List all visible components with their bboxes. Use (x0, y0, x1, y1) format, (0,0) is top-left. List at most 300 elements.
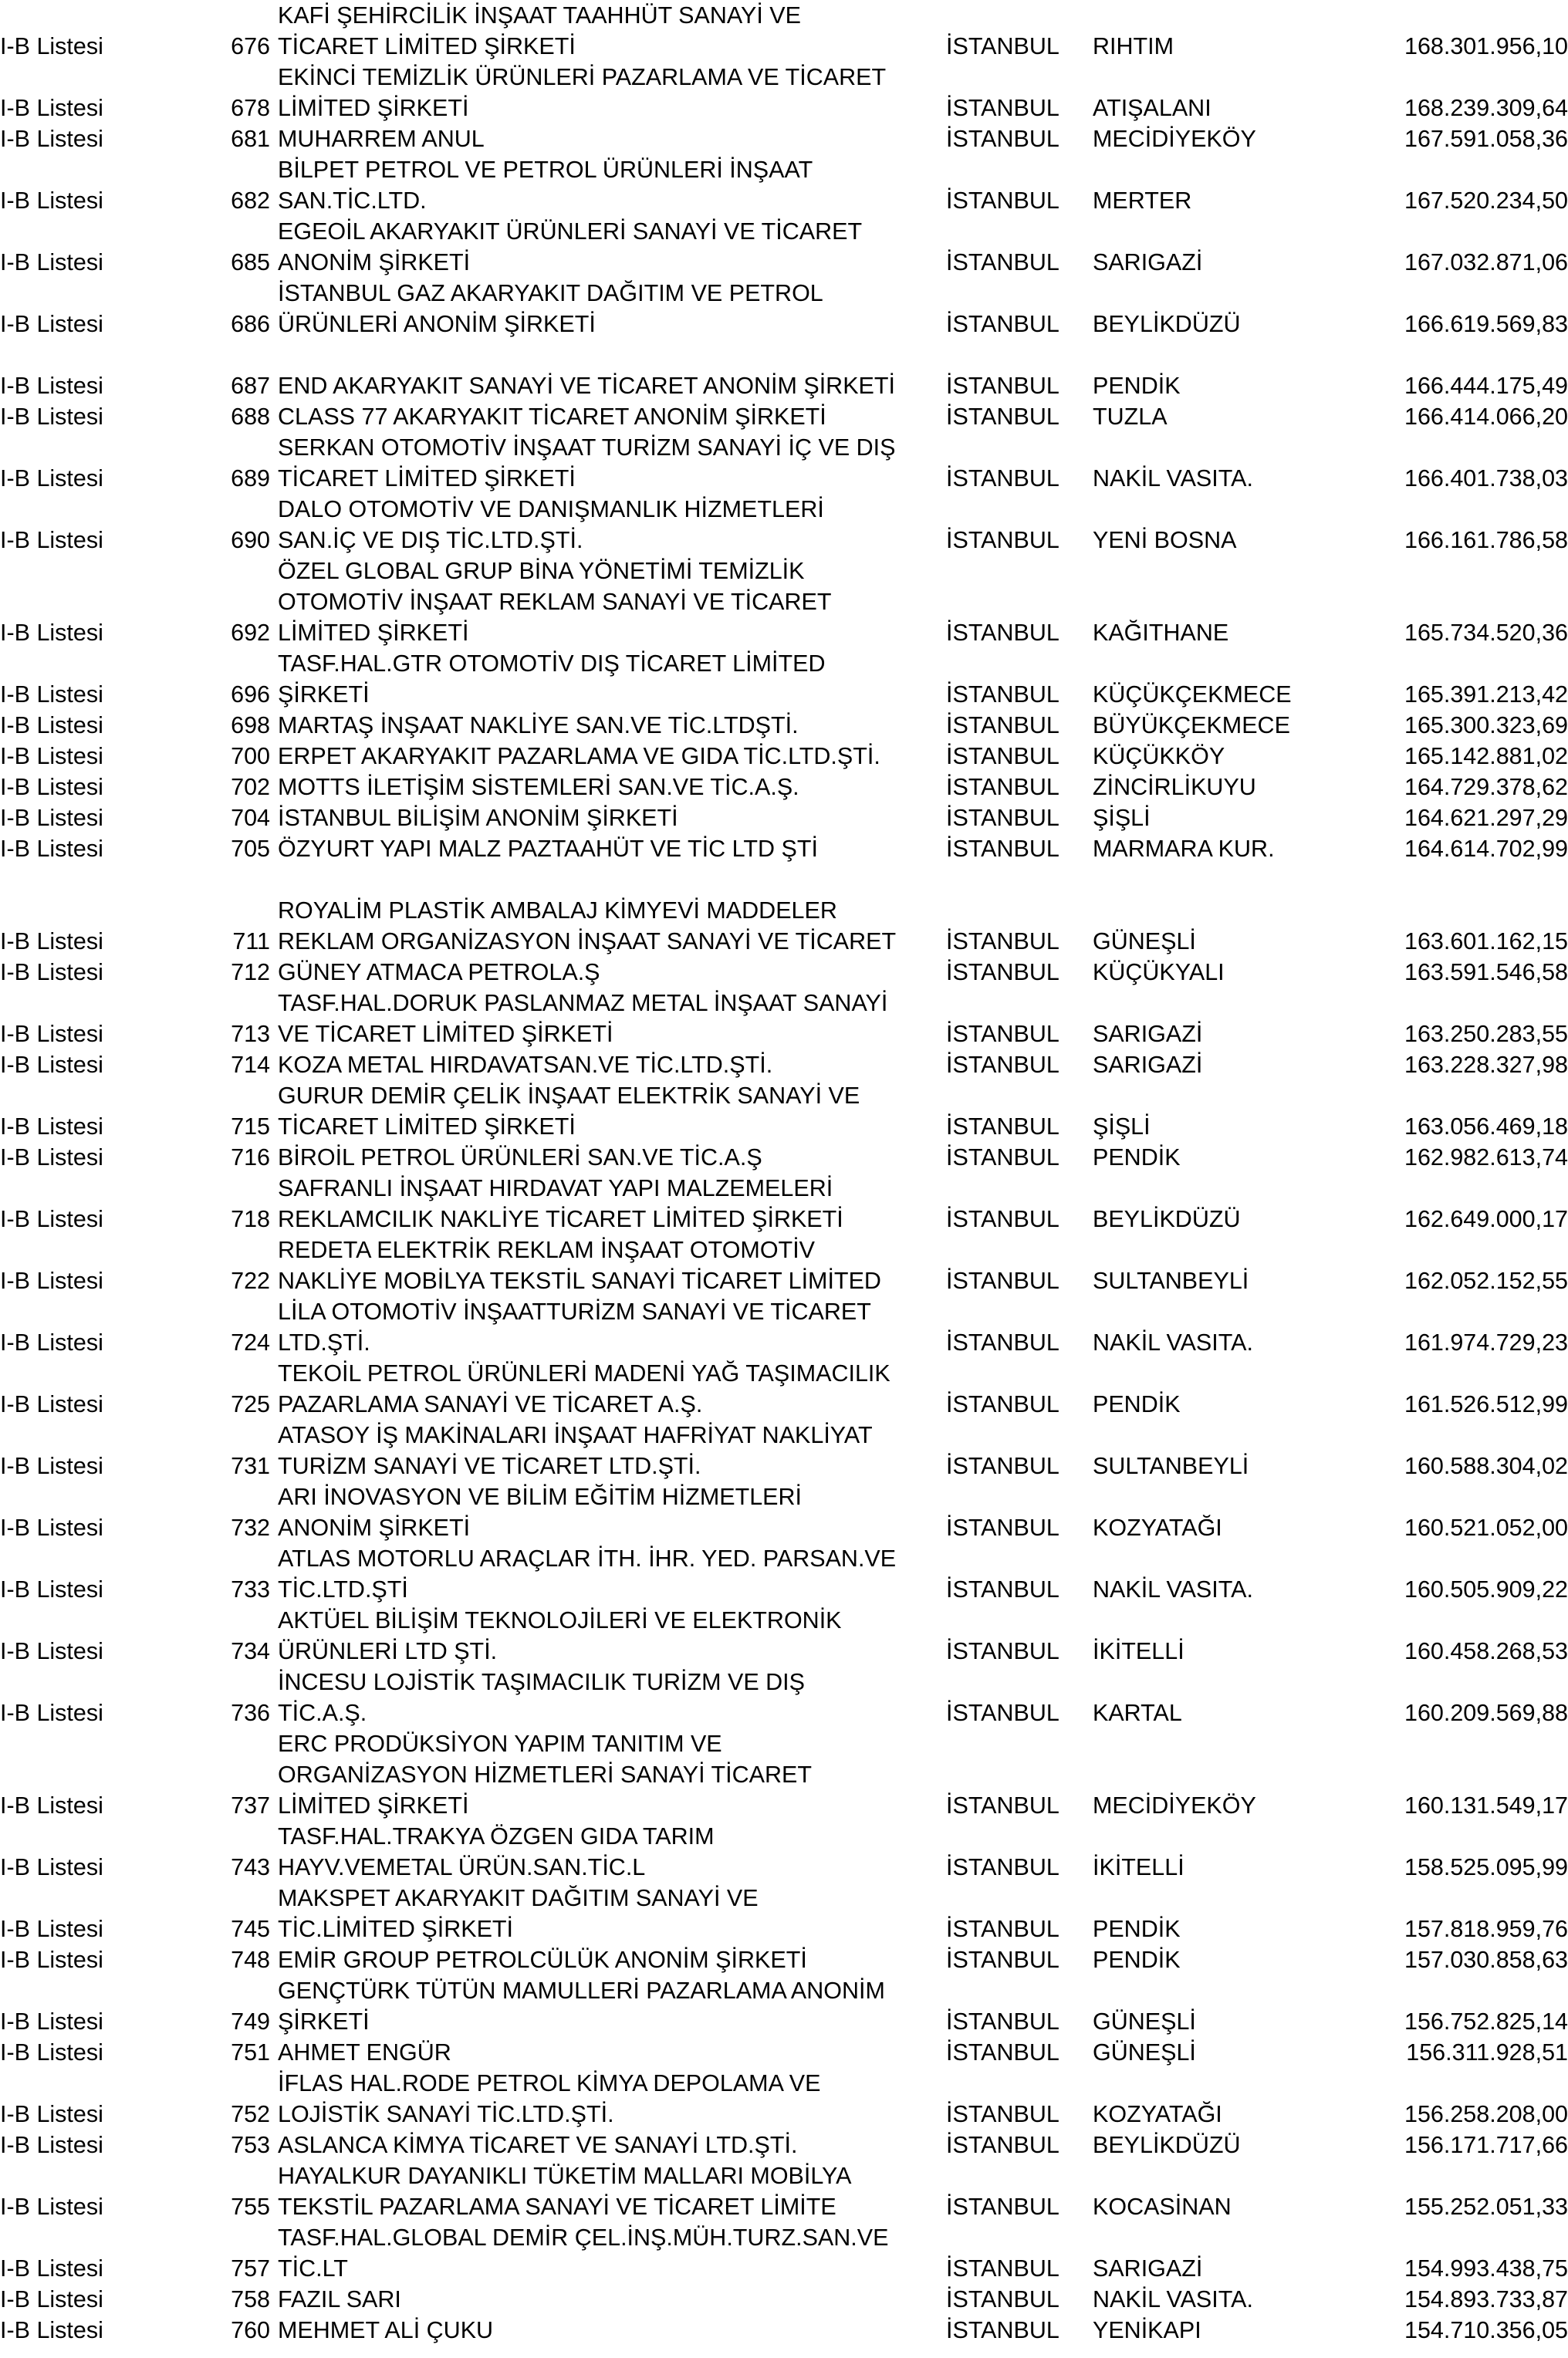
row-number-cell: 678 (231, 95, 270, 121)
amount-cell: 160.521.052,00 (1404, 1515, 1568, 1541)
company-name-line: ATLAS MOTORLU ARAÇLAR İTH. İHR. YED. PARSAN.VE (278, 1546, 897, 1572)
district-cell: KAĞITHANE (1093, 620, 1229, 646)
table-row (0, 432, 1568, 494)
company-name-line: KAFİ ŞEHİRCİLİK İNŞAAT TAAHHÜT SANAYİ VE (278, 2, 801, 29)
city-cell: İSTANBUL (946, 527, 1059, 553)
table-row (0, 2068, 1568, 2130)
amount-cell: 160.588.304,02 (1404, 1453, 1568, 1479)
table-row (0, 802, 1568, 833)
company-name-line: TASF.HAL.GTR OTOMOTİV DIŞ TİCARET LİMİTED (278, 650, 826, 677)
company-name-line: ARI İNOVASYON VE BİLİM EĞİTİM HİZMETLERİ (278, 1484, 803, 1510)
list-type-cell: I-B Listesi (0, 928, 103, 954)
district-cell: İKİTELLİ (1093, 1638, 1184, 1664)
company-name-cell (278, 988, 941, 1049)
table-row (0, 123, 1568, 154)
district-cell: MECİDİYEKÖY (1093, 126, 1256, 152)
district-cell: NAKİL VASITA. (1093, 2286, 1253, 2312)
city-cell: İSTANBUL (946, 2101, 1059, 2127)
company-name-cell (278, 123, 941, 154)
city-cell: İSTANBUL (946, 249, 1059, 275)
company-name-line: LTD.ŞTİ. (278, 1329, 370, 1356)
company-name-line: TEKOİL PETROL ÜRÜNLERİ MADENİ YAĞ TAŞIMACILIK (278, 1360, 890, 1387)
amount-cell: 168.301.956,10 (1404, 33, 1568, 59)
row-number-cell: 758 (231, 2286, 270, 2312)
list-type-cell: I-B Listesi (0, 620, 103, 646)
company-name-line: HAYV.VEMETAL ÜRÜN.SAN.TİC.L (278, 1854, 646, 1880)
company-name-cell (278, 1358, 941, 1420)
row-number-cell: 733 (231, 1576, 270, 1603)
city-cell: İSTANBUL (946, 1144, 1059, 1171)
company-name-cell (278, 1080, 941, 1142)
list-type-cell: I-B Listesi (0, 311, 103, 337)
amount-cell: 167.032.871,06 (1404, 249, 1568, 275)
company-name-cell (278, 802, 941, 833)
city-cell: İSTANBUL (946, 1391, 1059, 1417)
company-name-line: TİCARET LİMİTED ŞİRKETİ (278, 1113, 576, 1140)
amount-cell: 167.591.058,36 (1404, 126, 1568, 152)
city-cell: İSTANBUL (946, 2039, 1059, 2066)
company-name-line: AHMET ENGÜR (278, 2039, 451, 2066)
company-name-cell (278, 1481, 941, 1543)
amount-cell: 166.401.738,03 (1404, 465, 1568, 492)
company-name-line: FAZIL SARI (278, 2286, 401, 2312)
amount-cell: 166.619.569,83 (1404, 311, 1568, 337)
row-number-cell: 702 (231, 774, 270, 800)
table-row (0, 648, 1568, 710)
district-cell: SULTANBEYLİ (1093, 1268, 1249, 1294)
company-name-line: ANONİM ŞİRKETİ (278, 1515, 471, 1541)
city-cell: İSTANBUL (946, 1021, 1059, 1047)
company-name-cell (278, 0, 941, 62)
row-number-cell: 698 (231, 712, 270, 738)
list-type-cell: I-B Listesi (0, 1947, 103, 1973)
list-type-cell: I-B Listesi (0, 1329, 103, 1356)
table-row (0, 1481, 1568, 1543)
list-type-cell: I-B Listesi (0, 1052, 103, 1078)
city-cell: İSTANBUL (946, 712, 1059, 738)
city-cell: İSTANBUL (946, 1113, 1059, 1140)
district-cell: GÜNEŞLİ (1093, 2039, 1196, 2066)
city-cell: İSTANBUL (946, 311, 1059, 337)
company-name-line: DALO OTOMOTİV VE DANIŞMANLIK HİZMETLERİ (278, 496, 824, 522)
company-name-cell (278, 2160, 941, 2222)
table-row (0, 1667, 1568, 1728)
company-name-cell (278, 216, 941, 278)
city-cell: İSTANBUL (946, 1700, 1059, 1726)
district-cell: KÜÇÜKKÖY (1093, 743, 1225, 769)
company-name-line: AKTÜEL BİLİŞİM TEKNOLOJİLERİ VE ELEKTRONİK (278, 1607, 842, 1633)
company-name-cell (278, 895, 941, 957)
company-name-line: END AKARYAKIT SANAYİ VE TİCARET ANONİM ŞİRKETİ (278, 373, 895, 399)
district-cell: SARIGAZİ (1093, 249, 1203, 275)
list-type-cell: I-B Listesi (0, 1700, 103, 1726)
table-row (0, 370, 1568, 401)
city-cell: İSTANBUL (946, 373, 1059, 399)
amount-cell: 166.161.786,58 (1404, 527, 1568, 553)
company-name-cell (278, 1975, 941, 2037)
list-type-cell: I-B Listesi (0, 1391, 103, 1417)
table-row (0, 957, 1568, 988)
amount-cell: 154.710.356,05 (1404, 2317, 1568, 2343)
amount-cell: 157.818.959,76 (1404, 1916, 1568, 1942)
list-type-cell: I-B Listesi (0, 743, 103, 769)
amount-cell: 162.649.000,17 (1404, 1206, 1568, 1232)
table-row (0, 1605, 1568, 1667)
list-type-cell: I-B Listesi (0, 33, 103, 59)
company-name-line: EMİR GROUP PETROLCÜLÜK ANONİM ŞİRKETİ (278, 1947, 807, 1973)
list-type-cell: I-B Listesi (0, 805, 103, 831)
company-name-line: ANONİM ŞİRKETİ (278, 249, 471, 275)
company-name-cell (278, 2222, 941, 2284)
district-cell: BEYLİKDÜZÜ (1093, 311, 1241, 337)
city-cell: İSTANBUL (946, 126, 1059, 152)
amount-cell: 155.252.051,33 (1404, 2194, 1568, 2220)
district-cell: YENİ BOSNA (1093, 527, 1237, 553)
amount-cell: 166.414.066,20 (1404, 404, 1568, 430)
company-name-line: ORGANİZASYON HİZMETLERİ SANAYİ TİCARET (278, 1762, 812, 1788)
row-number-cell: 748 (231, 1947, 270, 1973)
city-cell: İSTANBUL (946, 1792, 1059, 1819)
company-name-line: EGEOİL AKARYAKIT ÜRÜNLERİ SANAYİ VE TİCARET (278, 218, 863, 245)
city-cell: İSTANBUL (946, 1268, 1059, 1294)
list-type-cell: I-B Listesi (0, 187, 103, 214)
company-name-cell (278, 432, 941, 494)
amount-cell: 160.505.909,22 (1404, 1576, 1568, 1603)
city-cell: İSTANBUL (946, 805, 1059, 831)
table-row (0, 2037, 1568, 2068)
company-name-line: İNCESU LOJİSTİK TAŞIMACILIK TURİZM VE DIŞ (278, 1669, 805, 1695)
blank-row (0, 864, 1568, 895)
table-row (0, 895, 1568, 957)
row-number-cell: 704 (231, 805, 270, 831)
company-name-cell (278, 1728, 941, 1821)
row-number-cell: 745 (231, 1916, 270, 1942)
amount-cell: 166.444.175,49 (1404, 373, 1568, 399)
row-number-cell: 737 (231, 1792, 270, 1819)
district-cell: BÜYÜKÇEKMECE (1093, 712, 1290, 738)
city-cell: İSTANBUL (946, 1947, 1059, 1973)
company-name-line: KOZA METAL HIRDAVATSAN.VE TİC.LTD.ŞTİ. (278, 1052, 773, 1078)
company-name-line: LİMİTED ŞİRKETİ (278, 95, 469, 121)
list-type-cell: I-B Listesi (0, 527, 103, 553)
company-name-line: LİMİTED ŞİRKETİ (278, 1792, 469, 1819)
table-row (0, 1173, 1568, 1235)
amount-cell: 165.391.213,42 (1404, 681, 1568, 708)
district-cell: YENİKAPI (1093, 2317, 1201, 2343)
company-name-line: REKLAM ORGANİZASYON İNŞAAT SANAYİ VE TİCARET (278, 928, 897, 954)
amount-cell: 154.893.733,87 (1404, 2286, 1568, 2312)
company-name-cell (278, 494, 941, 556)
table-row (0, 833, 1568, 864)
row-number-cell: 714 (231, 1052, 270, 1078)
list-type-cell: I-B Listesi (0, 959, 103, 985)
list-type-cell: I-B Listesi (0, 1576, 103, 1603)
table-row (0, 401, 1568, 432)
table-row (0, 710, 1568, 741)
table-row (0, 62, 1568, 123)
company-name-line: GENÇTÜRK TÜTÜN MAMULLERİ PAZARLAMA ANONİM (278, 1978, 885, 2004)
district-cell: KOCASİNAN (1093, 2194, 1232, 2220)
table-row (0, 154, 1568, 216)
list-type-cell: I-B Listesi (0, 774, 103, 800)
row-number-cell: 724 (231, 1329, 270, 1356)
company-name-line: REKLAMCILIK NAKLİYE TİCARET LİMİTED ŞİRKETİ (278, 1206, 843, 1232)
city-cell: İSTANBUL (946, 1916, 1059, 1942)
row-number-cell: 722 (231, 1268, 270, 1294)
table-row (0, 0, 1568, 62)
company-name-cell (278, 741, 941, 772)
company-name-line: MAKSPET AKARYAKIT DAĞITIM SANAYİ VE (278, 1885, 759, 1911)
district-cell: PENDİK (1093, 1947, 1181, 1973)
amount-cell: 163.250.283,55 (1404, 1021, 1568, 1047)
company-name-line: HAYALKUR DAYANIKLI TÜKETİM MALLARI MOBİLYA (278, 2163, 852, 2189)
district-cell: BEYLİKDÜZÜ (1093, 1206, 1241, 1232)
list-type-cell: I-B Listesi (0, 1113, 103, 1140)
company-name-cell (278, 648, 941, 710)
company-name-line: REDETA ELEKTRİK REKLAM İNŞAAT OTOMOTİV (278, 1237, 816, 1263)
district-cell: ŞİŞLİ (1093, 1113, 1151, 1140)
table-row (0, 741, 1568, 772)
table-row (0, 772, 1568, 802)
city-cell: İSTANBUL (946, 2132, 1059, 2158)
amount-cell: 161.526.512,99 (1404, 1391, 1568, 1417)
company-name-line: VE TİCARET LİMİTED ŞİRKETİ (278, 1021, 613, 1047)
list-type-cell: I-B Listesi (0, 1638, 103, 1664)
district-cell: SULTANBEYLİ (1093, 1453, 1249, 1479)
city-cell: İSTANBUL (946, 2194, 1059, 2220)
district-cell: SARIGAZİ (1093, 2255, 1203, 2282)
district-cell: PENDİK (1093, 1916, 1181, 1942)
table-row (0, 1883, 1568, 1944)
list-type-cell: I-B Listesi (0, 1268, 103, 1294)
city-cell: İSTANBUL (946, 404, 1059, 430)
company-name-cell (278, 2315, 941, 2346)
district-cell: PENDİK (1093, 1144, 1181, 1171)
city-cell: İSTANBUL (946, 2286, 1059, 2312)
company-name-line: PAZARLAMA SANAYİ VE TİCARET A.Ş. (278, 1391, 703, 1417)
company-name-cell (278, 1142, 941, 1173)
company-name-line: LİMİTED ŞİRKETİ (278, 620, 469, 646)
table-row (0, 2315, 1568, 2346)
company-name-line: İFLAS HAL.RODE PETROL KİMYA DEPOLAMA VE (278, 2070, 821, 2096)
list-type-cell: I-B Listesi (0, 2132, 103, 2158)
amount-cell: 164.729.378,62 (1404, 774, 1568, 800)
table-row (0, 556, 1568, 648)
row-number-cell: 715 (231, 1113, 270, 1140)
row-number-cell: 676 (231, 33, 270, 59)
amount-cell: 156.752.825,14 (1404, 2008, 1568, 2035)
list-type-cell: I-B Listesi (0, 2101, 103, 2127)
amount-cell: 165.734.520,36 (1404, 620, 1568, 646)
company-name-line: SAN.TİC.LTD. (278, 187, 427, 214)
list-type-cell: I-B Listesi (0, 1854, 103, 1880)
company-name-line: TİC.LİMİTED ŞİRKETİ (278, 1916, 514, 1942)
table-row (0, 988, 1568, 1049)
company-name-cell (278, 2284, 941, 2315)
list-type-cell: I-B Listesi (0, 2255, 103, 2282)
row-number-cell: 716 (231, 1144, 270, 1171)
amount-cell: 160.131.549,17 (1404, 1792, 1568, 1819)
row-number-cell: 732 (231, 1515, 270, 1541)
table-row (0, 1944, 1568, 1975)
row-number-cell: 711 (232, 928, 270, 954)
list-type-cell: I-B Listesi (0, 1144, 103, 1171)
company-name-cell (278, 556, 941, 648)
list-type-cell: I-B Listesi (0, 2317, 103, 2343)
table-row (0, 278, 1568, 340)
amount-cell: 163.601.162,15 (1404, 928, 1568, 954)
city-cell: İSTANBUL (946, 465, 1059, 492)
table-row (0, 2284, 1568, 2315)
table-row (0, 1420, 1568, 1481)
company-name-line: ÖZEL GLOBAL GRUP BİNA YÖNETİMİ TEMİZLİK (278, 558, 805, 584)
company-name-cell (278, 2037, 941, 2068)
row-number-cell: 712 (231, 959, 270, 985)
row-number-cell: 682 (231, 187, 270, 214)
company-name-line: ÜRÜNLERİ ANONİM ŞİRKETİ (278, 311, 596, 337)
district-cell: PENDİK (1093, 373, 1181, 399)
company-name-line: GÜNEY ATMACA PETROLA.Ş (278, 959, 600, 985)
company-name-cell (278, 957, 941, 988)
row-number-cell: 736 (231, 1700, 270, 1726)
district-cell: SARIGAZİ (1093, 1052, 1203, 1078)
list-type-cell: I-B Listesi (0, 1792, 103, 1819)
company-name-line: LİLA OTOMOTİV İNŞAATTURİZM SANAYİ VE TİCARET (278, 1299, 871, 1325)
amount-cell: 157.030.858,63 (1404, 1947, 1568, 1973)
amount-cell: 167.520.234,50 (1404, 187, 1568, 214)
company-name-cell (278, 833, 941, 864)
row-number-cell: 753 (231, 2132, 270, 2158)
company-name-cell (278, 370, 941, 401)
city-cell: İSTANBUL (946, 33, 1059, 59)
district-cell: ZİNCİRLİKUYU (1093, 774, 1256, 800)
row-number-cell: 681 (231, 126, 270, 152)
city-cell: İSTANBUL (946, 836, 1059, 862)
row-number-cell: 752 (231, 2101, 270, 2127)
amount-cell: 156.258.208,00 (1404, 2101, 1568, 2127)
company-name-line: ASLANCA KİMYA TİCARET VE SANAYİ LTD.ŞTİ. (278, 2132, 798, 2158)
company-name-line: MUHARREM ANUL (278, 126, 485, 152)
table-row (0, 2130, 1568, 2160)
list-type-cell: I-B Listesi (0, 373, 103, 399)
row-number-cell: 757 (231, 2255, 270, 2282)
table-row (0, 1296, 1568, 1358)
amount-cell: 168.239.309,64 (1404, 95, 1568, 121)
table-row (0, 494, 1568, 556)
company-name-line: TİC.A.Ş. (278, 1700, 367, 1726)
company-name-line: TURİZM SANAYİ VE TİCARET LTD.ŞTİ. (278, 1453, 701, 1479)
table-row (0, 1728, 1568, 1821)
table-row (0, 1142, 1568, 1173)
district-cell: KÜÇÜKÇEKMECE (1093, 681, 1292, 708)
row-number-cell: 692 (231, 620, 270, 646)
list-type-cell: I-B Listesi (0, 681, 103, 708)
company-name-cell (278, 401, 941, 432)
district-cell: NAKİL VASITA. (1093, 1576, 1253, 1603)
district-cell: MARMARA KUR. (1093, 836, 1275, 862)
table-row (0, 2160, 1568, 2222)
row-number-cell: 696 (231, 681, 270, 708)
row-number-cell: 690 (231, 527, 270, 553)
list-type-cell: I-B Listesi (0, 465, 103, 492)
table-row (0, 216, 1568, 278)
company-name-line: BİLPET PETROL VE PETROL ÜRÜNLERİ İNŞAAT (278, 157, 813, 183)
row-number-cell: 760 (231, 2317, 270, 2343)
city-cell: İSTANBUL (946, 2317, 1059, 2343)
company-name-cell (278, 1049, 941, 1080)
company-name-cell (278, 1821, 941, 1883)
list-type-cell: I-B Listesi (0, 404, 103, 430)
company-name-line: NAKLİYE MOBİLYA TEKSTİL SANAYİ TİCARET LİMİTED (278, 1268, 881, 1294)
company-name-line: TASF.HAL.TRAKYA ÖZGEN GIDA TARIM (278, 1823, 715, 1850)
district-cell: ATIŞALANI (1093, 95, 1211, 121)
city-cell: İSTANBUL (946, 743, 1059, 769)
company-name-cell (278, 1667, 941, 1728)
district-cell: KÜÇÜKYALI (1093, 959, 1225, 985)
district-cell: MECİDİYEKÖY (1093, 1792, 1256, 1819)
city-cell: İSTANBUL (946, 681, 1059, 708)
city-cell: İSTANBUL (946, 928, 1059, 954)
list-type-cell: I-B Listesi (0, 2194, 103, 2220)
company-name-line: TİCARET LİMİTED ŞİRKETİ (278, 465, 576, 492)
amount-cell: 162.982.613,74 (1404, 1144, 1568, 1171)
list-type-cell: I-B Listesi (0, 836, 103, 862)
company-name-line: OTOMOTİV İNŞAAT REKLAM SANAYİ VE TİCARET (278, 589, 832, 615)
row-number-cell: 687 (231, 373, 270, 399)
company-name-line: ÖZYURT YAPI MALZ PAZTAAHÜT VE TİC LTD ŞTİ (278, 836, 818, 862)
list-type-cell: I-B Listesi (0, 712, 103, 738)
city-cell: İSTANBUL (946, 1329, 1059, 1356)
city-cell: İSTANBUL (946, 95, 1059, 121)
list-type-cell: I-B Listesi (0, 2039, 103, 2066)
city-cell: İSTANBUL (946, 1854, 1059, 1880)
row-number-cell: 734 (231, 1638, 270, 1664)
company-name-line: TASF.HAL.GLOBAL DEMİR ÇEL.İNŞ.MÜH.TURZ.SAN.VE (278, 2225, 889, 2251)
city-cell: İSTANBUL (946, 1576, 1059, 1603)
company-name-line: TİC.LT (278, 2255, 348, 2282)
table-row (0, 1080, 1568, 1142)
company-name-cell (278, 2130, 941, 2160)
row-number-cell: 705 (231, 836, 270, 862)
city-cell: İSTANBUL (946, 2008, 1059, 2035)
row-number-cell: 689 (231, 465, 270, 492)
table-row (0, 1543, 1568, 1605)
list-type-cell: I-B Listesi (0, 1453, 103, 1479)
blank-row (0, 340, 1568, 370)
company-name-line: ŞİRKETİ (278, 2008, 370, 2035)
list-type-cell: I-B Listesi (0, 1515, 103, 1541)
company-name-line: ÜRÜNLERİ LTD ŞTİ. (278, 1638, 498, 1664)
list-type-cell: I-B Listesi (0, 95, 103, 121)
city-cell: İSTANBUL (946, 1052, 1059, 1078)
row-number-cell: 713 (231, 1021, 270, 1047)
company-name-cell (278, 1605, 941, 1667)
district-cell: KOZYATAĞI (1093, 2101, 1222, 2127)
amount-cell: 160.458.268,53 (1404, 1638, 1568, 1664)
row-number-cell: 755 (231, 2194, 270, 2220)
company-name-line: EKİNCİ TEMİZLİK ÜRÜNLERİ PAZARLAMA VE TİCARET (278, 64, 887, 90)
table-row (0, 1235, 1568, 1296)
amount-cell: 165.142.881,02 (1404, 743, 1568, 769)
city-cell: İSTANBUL (946, 1638, 1059, 1664)
district-cell: İKİTELLİ (1093, 1854, 1184, 1880)
company-name-line: ROYALİM PLASTİK AMBALAJ KİMYEVİ MADDELER (278, 897, 837, 924)
row-number-cell: 700 (231, 743, 270, 769)
company-name-line: ERPET AKARYAKIT PAZARLAMA VE GIDA TİC.LTD.ŞTİ. (278, 743, 880, 769)
company-name-line: MEHMET ALİ ÇUKU (278, 2317, 494, 2343)
list-type-cell: I-B Listesi (0, 2286, 103, 2312)
district-cell: MERTER (1093, 187, 1192, 214)
